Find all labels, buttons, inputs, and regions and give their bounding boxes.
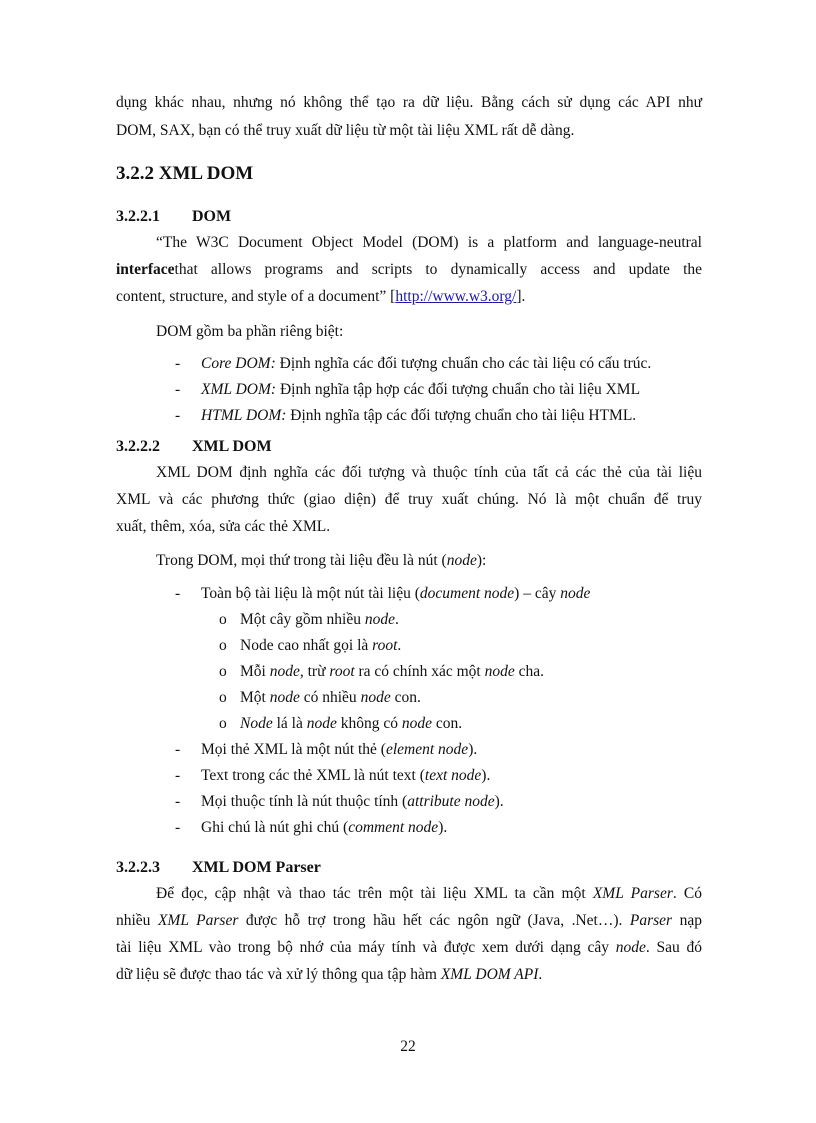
intro-line-1: dụng khác nhau, nhưng nó không thể tạo ra dữ liệu. Bằng cách sử dụng các API như xyxy=(116,94,702,111)
node-sub-item: Node cao nhất gọi là root. xyxy=(240,637,402,654)
node-list-item: Mọi thuộc tính là nút thuộc tính (attribute node). xyxy=(201,793,504,810)
quote-bold-term: interface xyxy=(116,261,175,278)
dom-part-item xyxy=(201,406,636,426)
dom-part-item xyxy=(201,380,640,400)
intro-line-2: DOM, SAX, bạn có thể truy xuất dữ liệu từ một tài liệu XML rất dễ dàng. xyxy=(116,122,575,139)
node-list-item: Text trong các thẻ XML là nút text (text node). xyxy=(201,767,491,784)
node-intro-text: Trong DOM, mọi thứ trong tài liệu đều là nút ( xyxy=(156,552,447,569)
quote-line-3-text: content, structure, and style of a document” [ xyxy=(116,288,396,305)
quote-line-2-text: that allows programs and scripts to dynamically access and update the xyxy=(174,261,702,278)
w3-link[interactable]: http://www.w3.org/ xyxy=(395,288,517,305)
list-dash: - xyxy=(175,407,181,424)
subsection-title: XML DOM xyxy=(192,438,272,455)
node-list-item: Toàn bộ tài liệu là một nút tài liệu (document node) – cây node xyxy=(201,585,591,602)
subsection-heading-parser xyxy=(116,858,702,878)
node-sub-item: Mỗi node, trừ root ra có chính xác một node cha. xyxy=(240,663,545,680)
node-sub-item: Một node có nhiều node con. xyxy=(240,689,421,706)
dom-part-item xyxy=(201,354,651,374)
circle-bullet: o xyxy=(219,715,227,732)
part-term: HTML DOM: xyxy=(201,407,287,424)
subsection-title: DOM xyxy=(192,208,232,225)
node-intro-term: node xyxy=(446,552,477,569)
parser-line-2: nhiều XML Parser được hỗ trợ trong hầu hết các ngôn ngữ (Java, .Net…). Parser nạp xyxy=(116,912,702,929)
node-list-item: Ghi chú là nút ghi chú (comment node). xyxy=(201,819,448,836)
node-list-item: Mọi thẻ XML là một nút thẻ (element node). xyxy=(201,741,478,758)
subsection-title: XML DOM Parser xyxy=(192,859,321,876)
circle-bullet: o xyxy=(219,637,227,654)
circle-bullet: o xyxy=(219,611,227,628)
node-sub-item: Node lá là node không có node con. xyxy=(240,715,463,732)
parser-line-1: Để đọc, cập nhật và thao tác trên một tài liệu XML ta cần một XML Parser. Có xyxy=(156,885,703,902)
node-sub-item: Một cây gồm nhiều node. xyxy=(240,611,399,628)
node-intro-end: ): xyxy=(476,552,487,569)
list-dash: - xyxy=(175,381,181,398)
circle-bullet: o xyxy=(219,689,227,706)
section-heading: 3.2.2 XML DOM xyxy=(116,163,254,184)
page-number: 22 xyxy=(400,1038,416,1055)
list-dash: - xyxy=(175,585,181,602)
xmldom-para-line-2: XML và các phương thức (giao diện) để truy xuất chúng. Nó là một chuẩn để truy xyxy=(116,491,702,508)
subsection-number: 3.2.2.3 xyxy=(116,859,160,876)
part-term: XML DOM: xyxy=(201,381,277,398)
node-intro xyxy=(156,551,742,571)
circle-bullet: o xyxy=(219,663,227,680)
xmldom-para-line-1: XML DOM định nghĩa các đối tượng và thuộc tính của tất cả các thẻ của tài liệu xyxy=(156,464,702,481)
quote-end: ]. xyxy=(516,288,526,305)
subsection-heading-xml-dom xyxy=(116,437,702,457)
xmldom-para-line-3: xuất, thêm, xóa, sửa các thẻ XML. xyxy=(116,518,331,535)
dom-quote-line-2 xyxy=(116,260,702,280)
list-dash: - xyxy=(175,355,181,372)
part-desc: Định nghĩa tập các đối tượng chuẩn cho tài liệu HTML. xyxy=(286,407,637,424)
parser-line-3: tài liệu XML vào trong bộ nhớ của máy tính và được xem dưới dạng cây node. Sau đó xyxy=(116,939,702,956)
subsection-number: 3.2.2.2 xyxy=(116,438,160,455)
list-dash: - xyxy=(175,819,181,836)
subsection-number: 3.2.2.1 xyxy=(116,208,160,225)
dom-quote-line-3 xyxy=(116,287,702,307)
list-dash: - xyxy=(175,793,181,810)
list-dash: - xyxy=(175,741,181,758)
subsection-heading-dom xyxy=(116,207,702,227)
dom-quote-line-1: “The W3C Document Object Model (DOM) is a platform and language-neutral xyxy=(156,234,702,251)
part-term: Core DOM: xyxy=(201,355,276,372)
part-desc: Định nghĩa các đối tượng chuẩn cho các tài liệu có cấu trúc. xyxy=(275,355,652,372)
part-desc: Định nghĩa tập hợp các đối tượng chuẩn cho tài liệu XML xyxy=(276,381,641,398)
list-dash: - xyxy=(175,767,181,784)
dom-parts-intro: DOM gồm ba phần riêng biệt: xyxy=(156,323,344,340)
parser-line-4: dữ liệu sẽ được thao tác và xử lý thông qua tập hàm XML DOM API. xyxy=(116,966,543,983)
